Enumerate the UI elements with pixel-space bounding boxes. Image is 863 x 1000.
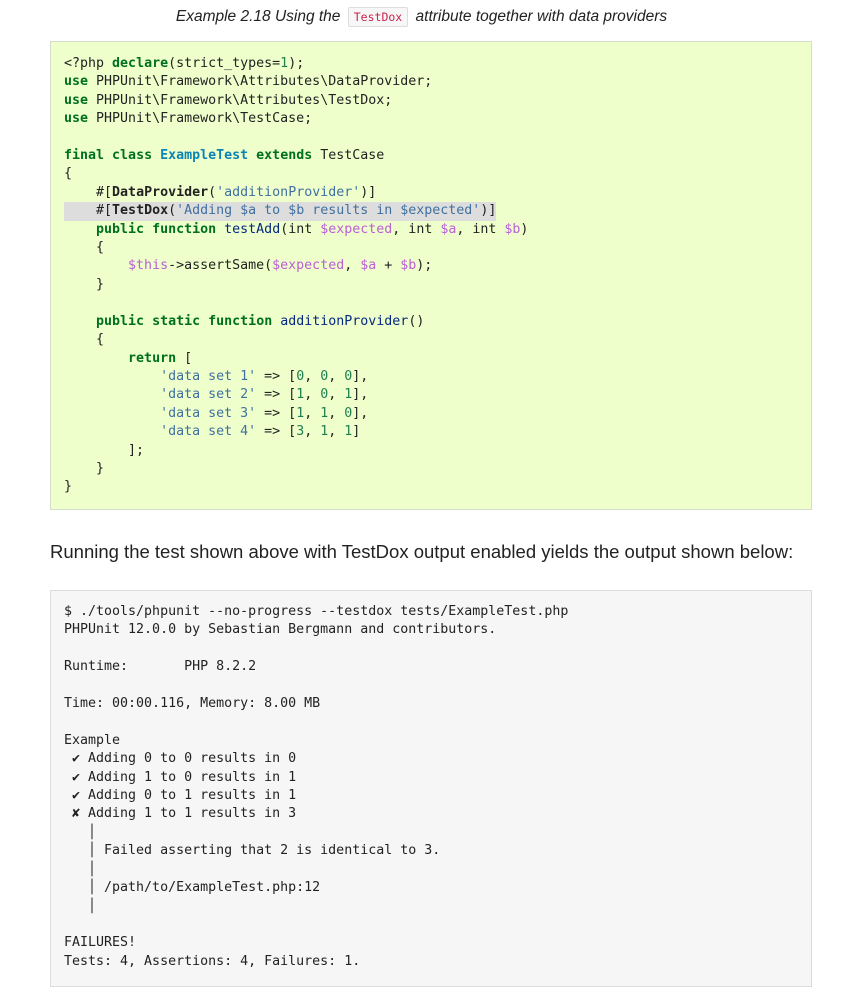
output-line: │ — [64, 898, 97, 914]
code-token: 1 — [344, 424, 353, 440]
code-token: PHPUnit\Framework\Attributes\TestDox; — [88, 92, 393, 108]
code-token: { — [64, 166, 73, 182]
code-line — [64, 277, 104, 292]
code-line — [64, 387, 368, 402]
code-token: )] — [360, 184, 377, 200]
code-token: 1 — [296, 405, 305, 421]
output-line: FAILURES! — [64, 935, 137, 951]
output-line: ✘ Adding 1 to 1 results in 3 — [64, 806, 297, 822]
output-line: ✔ Adding 1 to 0 results in 1 — [64, 769, 297, 785]
code-line — [64, 148, 384, 163]
code-token: ( — [208, 184, 217, 200]
code-line — [64, 166, 72, 181]
code-line — [64, 443, 144, 458]
caption-suffix: attribute together with data providers — [415, 8, 668, 25]
code-token: $b — [400, 258, 417, 274]
code-token: extends — [256, 148, 313, 164]
code-token: 'additionProvider' — [216, 184, 361, 200]
code-token: ( — [168, 203, 177, 219]
output-line: PHPUnit 12.0.0 by Sebastian Bergmann and contributors. — [64, 622, 497, 638]
code-token: TestCase — [312, 148, 385, 164]
code-token: } — [64, 276, 105, 292]
code-line — [64, 111, 312, 126]
code-token: , — [304, 424, 321, 440]
code-token: $expected — [272, 258, 345, 274]
caption-code-chip: TestDox — [348, 7, 408, 27]
code-token: , — [328, 387, 345, 403]
output-line: │ — [64, 824, 97, 840]
code-line — [64, 202, 496, 220]
code-token: ) — [520, 221, 529, 237]
code-token — [64, 369, 160, 384]
code-line — [64, 332, 104, 347]
output-line: ✔ Adding 0 to 1 results in 1 — [64, 788, 297, 804]
code-token: 0 — [344, 368, 353, 384]
code-token: 1 — [344, 387, 353, 403]
output-line: Tests: 4, Assertions: 4, Failures: 1. — [64, 953, 361, 969]
code-token: TestDox — [112, 203, 169, 219]
code-token: final — [64, 148, 105, 164]
code-token — [64, 424, 160, 439]
code-token: 1 — [280, 56, 289, 71]
output-line: │ /path/to/ExampleTest.php:12 — [64, 880, 321, 896]
code-token — [104, 148, 112, 163]
code-token: public — [96, 313, 145, 329]
code-token: => [ — [256, 424, 297, 440]
terminal-output — [64, 603, 811, 971]
code-token: )] — [480, 203, 497, 219]
code-line — [64, 74, 432, 89]
code-token: , — [328, 405, 345, 421]
code-token: 3 — [296, 424, 305, 440]
code-line — [64, 56, 304, 71]
code-token: 0 — [320, 387, 329, 403]
code-token: [ — [176, 350, 193, 366]
description-paragraph: Running the test shown above with TestDox output enabled yields the output shown below: — [50, 541, 794, 562]
code-token: class — [112, 148, 153, 164]
output-line: Example — [64, 732, 121, 748]
code-token: 0 — [296, 368, 305, 384]
code-token: 'data set 2' — [160, 387, 257, 403]
code-token: ); — [416, 258, 433, 274]
code-token: 1 — [320, 424, 329, 440]
code-token: (int — [280, 221, 321, 237]
code-token: 'data set 4' — [160, 424, 257, 440]
code-token: 0 — [320, 368, 329, 384]
code-token: ], — [352, 387, 369, 403]
code-token: PHPUnit\Framework\Attributes\DataProvider; — [88, 74, 433, 90]
code-token: ] — [352, 424, 361, 440]
code-token: ->assertSame( — [168, 258, 273, 274]
code-line — [64, 222, 528, 237]
code-token: public — [96, 221, 145, 237]
code-token: , int — [392, 221, 441, 237]
code-token: 1 — [296, 387, 305, 403]
code-token: , — [304, 368, 321, 384]
code-token: use — [64, 92, 89, 108]
code-token: ]; — [64, 442, 145, 458]
code-token: , — [328, 368, 345, 384]
output-line: │ — [64, 861, 97, 877]
code-token: PHPUnit\Framework\TestCase; — [88, 111, 313, 127]
code-line — [64, 479, 72, 494]
code-token: function — [152, 221, 217, 237]
code-token — [144, 314, 152, 329]
code-token: ); — [288, 56, 305, 71]
code-token: 1 — [320, 405, 329, 421]
code-token: 'Adding $a to $b results in $expected' — [176, 203, 481, 219]
code-token: $b — [504, 221, 521, 237]
code-token: $expected — [320, 221, 393, 237]
code-token — [64, 258, 128, 273]
code-line — [64, 314, 424, 329]
code-token — [64, 387, 160, 402]
code-token: DataProvider — [112, 184, 209, 200]
code-token: ], — [352, 405, 369, 421]
code-line — [64, 258, 432, 273]
code-line — [64, 369, 368, 384]
terminal-output-block[interactable] — [50, 590, 812, 987]
code-token: (strict_types= — [168, 56, 281, 71]
code-token — [216, 222, 224, 237]
php-code-block[interactable] — [50, 41, 812, 510]
code-token — [152, 148, 160, 163]
code-token: , — [304, 387, 321, 403]
code-token: 0 — [344, 405, 353, 421]
code-token: ExampleTest — [160, 148, 249, 164]
code-token: declare — [112, 56, 169, 71]
code-token: 'data set 3' — [160, 405, 257, 421]
code-token — [64, 222, 96, 237]
code-token — [64, 314, 96, 329]
output-line: │ Failed asserting that 2 is identical to 3. — [64, 843, 441, 859]
code-token: => [ — [256, 387, 297, 403]
code-token — [144, 222, 152, 237]
output-line: $ ./tools/phpunit --no-progress --testdox tests/ExampleTest.php — [64, 604, 569, 619]
code-token: => [ — [256, 405, 297, 421]
code-token — [248, 148, 256, 163]
code-token: return — [128, 350, 177, 366]
php-code — [64, 55, 811, 497]
code-token: testAdd — [224, 221, 281, 237]
code-token: { — [64, 332, 105, 348]
output-line: ✔ Adding 0 to 0 results in 0 — [64, 751, 297, 767]
output-line: Time: 00:00.116, Memory: 8.00 MB — [64, 696, 321, 712]
code-token: use — [64, 111, 89, 127]
code-token: ], — [352, 368, 369, 384]
code-token: 'data set 1' — [160, 368, 257, 384]
code-token: <?php — [64, 56, 113, 71]
code-token: } — [64, 460, 105, 476]
code-token: use — [64, 74, 89, 90]
caption-prefix: Example 2.18 Using the — [175, 8, 341, 25]
example-caption — [0, 6, 843, 28]
code-line — [64, 424, 360, 439]
code-token — [64, 406, 160, 421]
code-token: #[ — [64, 203, 113, 219]
code-token: , — [328, 424, 345, 440]
code-token: , int — [456, 221, 505, 237]
code-token: , — [304, 405, 321, 421]
code-token: additionProvider — [280, 313, 409, 329]
code-line — [64, 240, 104, 255]
code-token — [200, 314, 208, 329]
code-token: () — [408, 313, 425, 329]
code-line — [64, 93, 392, 108]
code-token: $this — [128, 258, 169, 274]
code-token: => [ — [256, 368, 297, 384]
code-line — [64, 185, 376, 200]
code-token: $a — [360, 258, 377, 274]
code-token: static — [152, 313, 201, 329]
code-token: function — [208, 313, 273, 329]
code-token: , — [344, 258, 361, 274]
code-token: + — [376, 258, 401, 274]
code-line — [64, 461, 104, 476]
code-token — [64, 351, 128, 366]
output-line: Runtime: PHP 8.2.2 — [64, 659, 257, 675]
code-line — [64, 406, 368, 421]
code-token: #[ — [64, 184, 113, 200]
code-token: $a — [440, 221, 457, 237]
code-token: { — [64, 240, 105, 256]
code-token: } — [64, 479, 73, 495]
code-line — [64, 351, 192, 366]
